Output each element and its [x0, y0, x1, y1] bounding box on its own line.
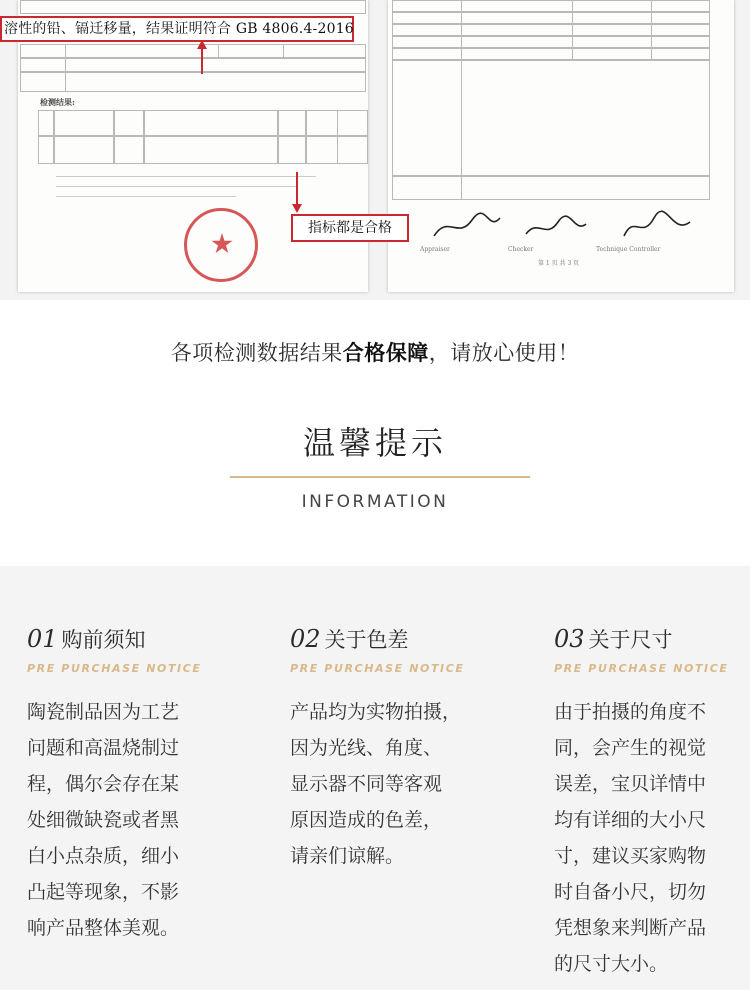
notice-line: 均有详细的大小尺: [554, 809, 707, 831]
results-column: [144, 110, 278, 164]
results-column: [38, 110, 54, 164]
pass-callout: 指标都是合格: [291, 214, 409, 242]
tips-title: 温馨提示: [302, 424, 447, 462]
notice-subtitle: PRE PURCHASE NOTICE: [554, 662, 729, 675]
footnote-line: [56, 186, 296, 187]
notice-line: 显示器不同等客观: [290, 773, 443, 795]
quality-caption: [0, 337, 750, 367]
down-arrow-icon: [292, 204, 302, 213]
notice-title: [290, 624, 409, 654]
lead-cadmium-callout: 溶性的铅、镉迁移量，结果证明符合 GB 4806.4-2016: [0, 16, 354, 42]
report-label-cell: [572, 0, 652, 60]
results-column: [54, 110, 114, 164]
notice-line: 响产品整体美观。: [27, 917, 180, 939]
notice-line: 请亲们谅解。: [290, 845, 405, 867]
notice-name: 关于色差: [324, 628, 409, 652]
report-label-column: [392, 0, 462, 200]
caption-suffix: ，请放心使用！: [428, 341, 580, 365]
notice-name: 关于尺寸: [588, 628, 673, 652]
notice-line: 问题和高温烧制过: [27, 737, 180, 759]
report-scans: [0, 0, 750, 300]
notice-line: 程，偶尔会存在某: [27, 773, 180, 795]
notice-line: 处细微缺瓷或者黑: [27, 809, 180, 831]
test-report-page-right: [388, 0, 734, 292]
signature-controller-label: Technique Controller: [596, 246, 661, 253]
test-report-page-left: [18, 0, 368, 292]
notice-subtitle: PRE PURCHASE NOTICE: [290, 662, 465, 675]
notice-line: 凭想象来判断产品: [554, 917, 707, 939]
notice-line: 误差，宝贝详情中: [554, 773, 707, 795]
signature-appraiser-label: Appraiser: [420, 246, 450, 253]
notice-number: 03: [554, 625, 585, 653]
results-column: [114, 110, 144, 164]
notice-line: 原因造成的色差，: [290, 809, 443, 831]
callout-arrow-shaft: [201, 48, 203, 74]
results-column: [278, 110, 306, 164]
notice-line: 产品均为实物拍摄，: [290, 701, 462, 723]
notice-body: [290, 694, 461, 874]
up-arrow-icon: [197, 40, 207, 49]
tips-divider: [230, 476, 530, 478]
notice-line: 由于拍摄的角度不: [554, 701, 707, 723]
results-label: 检测结果:: [40, 97, 75, 107]
notice-line: 的尺寸大小。: [554, 953, 669, 975]
results-column: [306, 110, 338, 164]
tips-subtitle: INFORMATION: [301, 492, 449, 512]
report-row: [20, 0, 366, 14]
signatures-drawing: [428, 210, 708, 244]
notice-subtitle: PRE PURCHASE NOTICE: [27, 662, 202, 675]
inspection-seal: [184, 208, 258, 282]
caption-highlight: 合格保障: [342, 341, 429, 365]
footnote-line: [56, 196, 236, 197]
notice-line: 时自备小尺，切勿: [554, 881, 707, 903]
caption-prefix: 各项检测数据结果: [170, 341, 343, 365]
notice-name: 购前须知: [61, 628, 146, 652]
page-number: 第 1 页 共 3 页: [538, 260, 580, 267]
signature-checker-label: Checker: [508, 246, 534, 253]
notice-line: 凸起等现象，不影: [27, 881, 180, 903]
notice-line: 同，会产生的视觉: [554, 737, 707, 759]
notice-body: [554, 694, 706, 982]
notice-title: [27, 624, 146, 654]
notice-line: 因为光线、角度、: [290, 737, 443, 759]
report-row: [20, 44, 366, 58]
notice-number: 02: [290, 625, 321, 653]
notice-line: 白小点杂质，细小: [27, 845, 180, 867]
notice-title: [554, 624, 673, 654]
report-label-cell: [218, 44, 284, 58]
notice-panel: [0, 566, 750, 990]
notice-line: 陶瓷制品因为工艺: [27, 701, 180, 723]
notice-body: [27, 694, 179, 946]
notice-number: 01: [27, 625, 58, 653]
report-label-column: [20, 44, 66, 92]
report-row: [20, 72, 366, 92]
report-row: [20, 58, 366, 72]
notice-line: 寸，建议买家购物: [554, 845, 707, 867]
pass-arrow-shaft: [296, 172, 298, 206]
footnote-line: [56, 176, 316, 177]
